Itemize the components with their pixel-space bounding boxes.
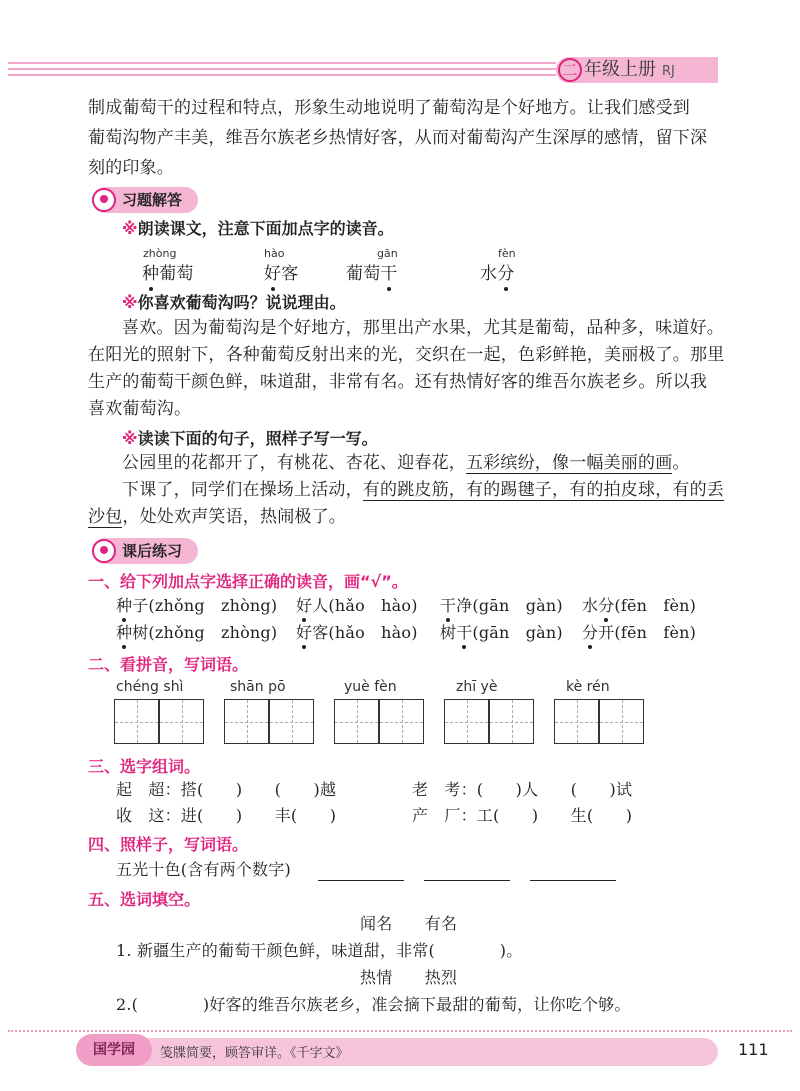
grade-label bbox=[558, 57, 675, 83]
dotted-char: 干 bbox=[380, 264, 398, 284]
writing-box[interactable] bbox=[599, 699, 644, 744]
question-2 bbox=[122, 290, 346, 313]
section-title bbox=[92, 538, 198, 564]
choice-rest: (gān gàn) bbox=[472, 623, 563, 642]
intro-line: 制成葡萄干的过程和特点，形象生动地说明了葡萄沟是个好地方。让我们感受到 bbox=[88, 98, 690, 118]
sentence-part: 。 bbox=[672, 453, 690, 473]
choose-row: 产 厂：工( ) 生( ) bbox=[412, 806, 633, 825]
grade-number: 二 bbox=[558, 58, 582, 82]
choice-rest: (fēn fèn) bbox=[614, 596, 697, 615]
dotted-char: 分 bbox=[582, 623, 599, 642]
word-rest: 葡萄 bbox=[159, 264, 194, 284]
choose-row: 起 超：搭( ) ( )越 bbox=[116, 780, 337, 799]
part-text: 看拼音，写词语。 bbox=[120, 655, 249, 674]
sample-sentence bbox=[122, 453, 690, 473]
word-options: 热情 热烈 bbox=[360, 968, 458, 987]
answer-blank[interactable] bbox=[530, 880, 616, 881]
answer-sentence bbox=[88, 507, 346, 527]
choice-rest: 人(hǎo hào) bbox=[312, 596, 418, 615]
answer-blank[interactable] bbox=[318, 880, 404, 881]
pinyin: hào bbox=[264, 247, 285, 260]
answer-line: 喜欢葡萄沟。 bbox=[88, 399, 192, 419]
underlined-part: 沙包 bbox=[88, 507, 123, 527]
choice-rest: 水 bbox=[582, 596, 599, 615]
writing-box[interactable] bbox=[114, 699, 159, 744]
question-text: 你喜欢葡萄沟吗？说说理由。 bbox=[137, 293, 346, 312]
answer-blank[interactable] bbox=[424, 880, 510, 881]
answer-line: 在阳光的照射下，各种葡萄反射出来的光，交织在一起，色彩鲜艳，美丽极了。那里 bbox=[88, 345, 725, 365]
choice-item bbox=[116, 623, 277, 643]
word bbox=[480, 264, 514, 284]
word bbox=[142, 264, 194, 284]
word bbox=[346, 264, 398, 284]
answer-line: 生产的葡萄干颜色鲜，味道甜，非常有名。还有热情好客的维吾尔族老乡。所以我 bbox=[88, 372, 708, 392]
sentence-part: 下课了，同学们在操场上活动， bbox=[122, 480, 363, 500]
question-text: 读读下面的句子，照样子写一写。 bbox=[137, 429, 378, 448]
pinyin: shān pō bbox=[230, 679, 286, 695]
writing-box[interactable] bbox=[269, 699, 314, 744]
header-rule bbox=[8, 68, 556, 70]
choice-item bbox=[440, 623, 563, 643]
choice-item bbox=[582, 596, 696, 616]
question-1 bbox=[122, 216, 394, 239]
dotted-char: 干 bbox=[440, 596, 457, 615]
header-rule bbox=[8, 62, 556, 64]
part-number: 二、 bbox=[88, 655, 121, 674]
part-text: 给下列加点字选择正确的读音，画“√”。 bbox=[120, 572, 408, 591]
footer-divider bbox=[8, 1030, 792, 1032]
star-icon: ※ bbox=[122, 429, 138, 448]
example-word: 五光十色(含有两个数字) bbox=[116, 860, 291, 879]
pinyin: fèn bbox=[498, 247, 516, 260]
answer-line: 喜欢。因为葡萄沟是个好地方，那里出产水果，尤其是葡萄，品种多，味道好。 bbox=[122, 318, 724, 338]
part-text: 照样子，写词语。 bbox=[120, 835, 249, 854]
part-number: 四、 bbox=[88, 835, 121, 854]
pinyin: gān bbox=[377, 247, 398, 260]
part-number: 五、 bbox=[88, 890, 121, 909]
header-rule bbox=[8, 74, 556, 76]
pinyin: zhī yè bbox=[456, 679, 498, 695]
dotted-char: 种 bbox=[116, 623, 133, 642]
choice-rest: 净(gān gàn) bbox=[456, 596, 563, 615]
writing-box[interactable] bbox=[554, 699, 599, 744]
question-text: 朗读课文，注意下面加点字的读音。 bbox=[137, 219, 394, 238]
star-icon: ※ bbox=[122, 219, 138, 238]
writing-box[interactable] bbox=[334, 699, 379, 744]
star-icon: ※ bbox=[122, 293, 138, 312]
grade-text: 年级上册 bbox=[584, 59, 656, 80]
underlined-part: 有的跳皮筋，有的踢毽子，有的拍皮球，有的丢 bbox=[362, 480, 725, 500]
sentence-part: 公园里的花都开了，有桃花、杏花、迎春花， bbox=[122, 453, 466, 473]
pinyin: kè rén bbox=[566, 679, 610, 695]
choice-item bbox=[440, 596, 563, 616]
word-rest: 水 bbox=[480, 264, 498, 284]
dotted-char: 好 bbox=[296, 596, 313, 615]
question-3 bbox=[122, 426, 378, 449]
badge-icon bbox=[92, 188, 116, 212]
writing-box[interactable] bbox=[489, 699, 534, 744]
part-3-heading bbox=[88, 754, 200, 777]
choice-item bbox=[582, 623, 696, 643]
part-1-heading bbox=[88, 569, 408, 592]
choice-rest: 子(zhǒng zhòng) bbox=[132, 596, 278, 615]
intro-line: 刻的印象。 bbox=[88, 158, 174, 178]
writing-box[interactable] bbox=[379, 699, 424, 744]
clock-icon bbox=[92, 539, 116, 563]
part-text: 选词填空。 bbox=[120, 890, 201, 909]
section-title-text: 习题解答 bbox=[122, 191, 183, 209]
choice-rest: 树 bbox=[440, 623, 457, 642]
choice-item bbox=[116, 596, 277, 616]
writing-box[interactable] bbox=[224, 699, 269, 744]
part-number: 三、 bbox=[88, 757, 121, 776]
writing-box[interactable] bbox=[159, 699, 204, 744]
choice-rest: 树(zhǒng zhòng) bbox=[132, 623, 278, 642]
page-number: 111 bbox=[738, 1040, 769, 1059]
sentence-part: ，处处欢声笑语，热闹极了。 bbox=[122, 507, 347, 527]
part-4-heading bbox=[88, 832, 248, 855]
footer-quote: 笺牒简要，顾答审详。《千字文》 bbox=[160, 1046, 349, 1061]
dotted-char: 种 bbox=[142, 264, 160, 284]
underlined-part: 五彩缤纷，像一幅美丽的画 bbox=[466, 453, 673, 473]
writing-box[interactable] bbox=[444, 699, 489, 744]
part-number: 一、 bbox=[88, 572, 121, 591]
pinyin: chéng shì bbox=[116, 679, 184, 695]
dotted-char: 种 bbox=[116, 596, 133, 615]
choice-rest: 开(fēn fèn) bbox=[598, 623, 697, 642]
guoxueyuan-logo: 国学园 bbox=[76, 1034, 152, 1066]
part-5-heading bbox=[88, 887, 200, 910]
pinyin: yuè fèn bbox=[344, 679, 397, 695]
fill-sentence: 1. 新疆生产的葡萄干颜色鲜，味道甜，非常( )。 bbox=[116, 941, 523, 960]
dotted-char: 干 bbox=[456, 623, 473, 642]
part-text: 选字组词。 bbox=[120, 757, 201, 776]
pinyin: zhòng bbox=[143, 247, 177, 260]
section-title-text: 课后练习 bbox=[122, 542, 183, 560]
choice-rest: 客(hǎo hào) bbox=[312, 623, 418, 642]
word bbox=[264, 264, 298, 284]
dotted-char: 好 bbox=[296, 623, 313, 642]
answer-sentence bbox=[122, 480, 724, 500]
part-2-heading bbox=[88, 652, 248, 675]
edition-label: RJ bbox=[662, 64, 675, 79]
dotted-char: 分 bbox=[598, 596, 615, 615]
word-rest: 客 bbox=[281, 264, 299, 284]
word-rest: 葡萄 bbox=[346, 264, 381, 284]
choose-row: 老 考：( )人 ( )试 bbox=[412, 780, 633, 799]
choice-item bbox=[296, 596, 418, 616]
intro-line: 葡萄沟物产丰美，维吾尔族老乡热情好客，从而对葡萄沟产生深厚的感情，留下深 bbox=[88, 128, 708, 148]
fill-sentence: 2.( )好客的维吾尔族老乡，准会摘下最甜的葡萄，让你吃个够。 bbox=[116, 995, 631, 1014]
choose-row: 收 这：进( ) 丰( ) bbox=[116, 806, 337, 825]
choice-item bbox=[296, 623, 418, 643]
dotted-char: 分 bbox=[497, 264, 515, 284]
dotted-char: 好 bbox=[264, 264, 282, 284]
section-title bbox=[92, 187, 198, 213]
word-options: 闻名 有名 bbox=[360, 914, 458, 933]
